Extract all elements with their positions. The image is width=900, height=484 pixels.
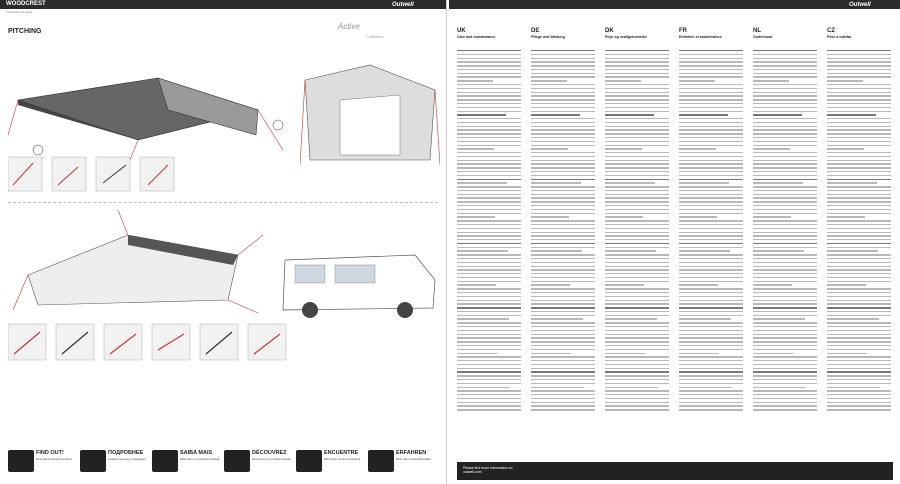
film-icon[interactable] xyxy=(296,450,322,472)
column-lang: DE xyxy=(531,28,540,34)
brand-logo-right: Outwell xyxy=(849,2,871,8)
body-text-block xyxy=(531,50,595,413)
footer-sub-1: More about Outwell products xyxy=(36,457,72,461)
column-lang: UK xyxy=(457,28,466,34)
body-text-block xyxy=(753,50,817,413)
detail-steps-row-2 xyxy=(8,320,298,365)
body-text-block xyxy=(457,50,521,413)
body-text-block xyxy=(605,50,669,413)
body-text-block xyxy=(827,50,891,413)
column-lang: FR xyxy=(679,28,687,34)
column-lang: DK xyxy=(605,28,614,34)
tent-diagram-top xyxy=(8,40,298,170)
product-line-sub: Collection xyxy=(366,34,384,39)
footer-note: Please find more information on outwell.com xyxy=(463,466,513,474)
footer-sub-2: Узнайте больше о продукции xyxy=(108,457,146,461)
product-line: Active xyxy=(338,22,360,31)
footer-sub-3: Mais sobre os produtos Outwell xyxy=(180,457,220,461)
film-icon[interactable] xyxy=(152,450,178,472)
footer-title-1: FIND OUT! xyxy=(36,450,64,456)
body-text-block xyxy=(679,50,743,413)
footer-title-4: DÉCOUVREZ xyxy=(252,450,287,456)
column-title: Péče a údržba xyxy=(827,35,852,39)
footer-title-3: SAIBA MAIS xyxy=(180,450,213,456)
footer-title-5: ENCUENTRE xyxy=(324,450,359,456)
footer-bar xyxy=(457,462,893,480)
column-title: Pflege und Wartung xyxy=(531,35,565,39)
column-lang: NL xyxy=(753,28,761,34)
column-title: Onderhoud xyxy=(753,35,773,39)
column-lang: CZ xyxy=(827,28,835,34)
header-bar xyxy=(0,0,446,9)
column-title: Pleje og vedligeholdelse xyxy=(605,35,647,39)
film-icon[interactable] xyxy=(368,450,394,472)
film-icon[interactable] xyxy=(8,450,34,472)
column-title: Care and maintenance xyxy=(457,35,496,39)
footer-title-6: ERFAHREN xyxy=(396,450,427,456)
brand-logo: Outwell xyxy=(392,2,414,8)
footer-sub-4: Découvrez les produits Outwell xyxy=(252,457,291,461)
film-icon[interactable] xyxy=(80,450,106,472)
brand-title: WOODCREST xyxy=(6,1,46,7)
detail-steps-row-1 xyxy=(8,155,268,195)
film-icon[interactable] xyxy=(224,450,250,472)
tent-diagram-bottom xyxy=(8,205,268,315)
header-bar-right xyxy=(449,0,900,9)
brand-subtitle: Instructions & setup xyxy=(6,10,33,14)
vertical-note xyxy=(432,370,436,460)
tent-detail-right xyxy=(300,60,440,170)
right-page xyxy=(449,0,900,484)
column-title: Entretien et maintenance xyxy=(679,35,722,39)
section-title: PITCHING xyxy=(8,28,42,35)
divider xyxy=(8,202,438,203)
footer-sub-6: Mehr über Outwell-Produkte xyxy=(396,457,431,461)
left-page xyxy=(0,0,447,484)
footer-title-2: ПОДРОБНЕЕ xyxy=(108,450,144,456)
van-illustration xyxy=(275,240,440,320)
footer-sub-5: Más sobre productos Outwell xyxy=(324,457,361,461)
